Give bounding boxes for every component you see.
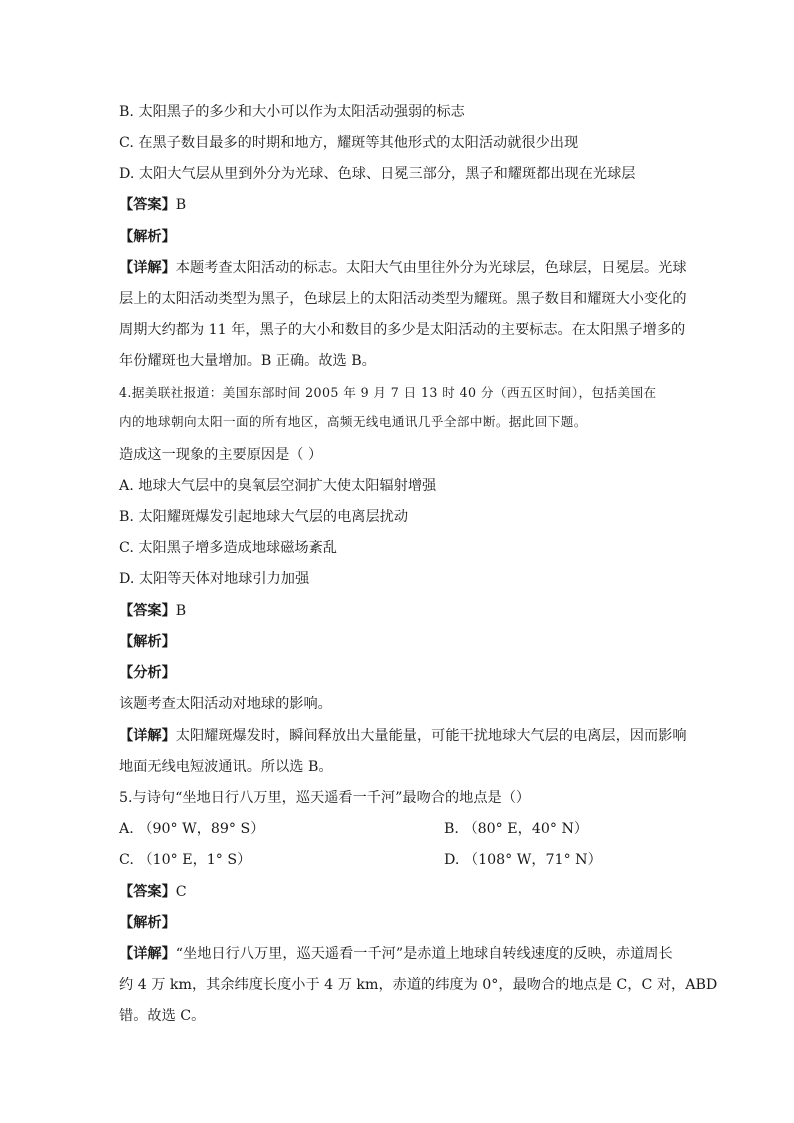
q3-analysis-tag: 【解析】 <box>119 229 176 245</box>
q4-option-b: B. 太阳耀斑爆发引起地球大气层的电离层扰动 <box>119 509 409 525</box>
answer-tag: 【答案】 <box>119 603 176 619</box>
q5-answer <box>119 882 679 902</box>
detail-text: “坐地日行八万里，巡天遥看一千河”是赤道上地球自转线速度的反映，赤道周长 <box>175 946 673 962</box>
q4-option-d: D. 太阳等天体对地球引力加强 <box>119 571 310 587</box>
q4-detail-line-1 <box>119 726 687 746</box>
q5-detail-line-3: 错。故选 C。 <box>119 1008 206 1024</box>
q4-detail-line-2: 地面无线电短波通讯。所以选 B。 <box>119 759 333 775</box>
q5-detail-line-2: 约 4 万 km，其余纬度长度小于 4 万 km，赤道的纬度为 0°，最吻合的地点是 C，C 对，ABD <box>119 977 718 993</box>
q3-option-c: C. 在黑子数目最多的时期和地方，耀斑等其他形式的太阳活动就很少出现 <box>119 135 579 151</box>
q5-option-b: B. （80° E，40° N） <box>444 821 589 837</box>
q4-intro-line-2: 内的地球朝向太阳一面的所有地区，高频无线电通讯几乎全部中断。据此回下题。 <box>119 414 587 429</box>
detail-text: 本题考查太阳活动的标志。太阳大气由里往外分为光球层，色球层，日冕层。光球 <box>175 260 687 276</box>
q5-detail-line-1 <box>119 944 679 964</box>
q4-answer <box>119 601 679 621</box>
answer-value: B <box>175 197 187 213</box>
answer-value: C <box>175 884 187 900</box>
answer-value: B <box>175 603 187 619</box>
q5-options-row-2 <box>119 850 679 870</box>
q4-intro-line-1: 4.据美联社报道：美国东部时间 2005 年 9 月 7 日 13 时 40 分（西五区时间），包括美国在 <box>119 385 657 400</box>
q5-option-d: D. （108° W，71° N） <box>444 852 602 868</box>
detail-tag: 【详解】 <box>119 260 176 276</box>
q3-detail-line-2: 层上的太阳活动类型为黑子，色球层上的太阳活动类型为耀斑。黑子数目和耀斑大小变化的 <box>119 291 687 307</box>
detail-tag: 【详解】 <box>119 728 176 744</box>
q4-analysis-tag: 【解析】 <box>119 634 176 650</box>
q5-options-row-1 <box>119 819 679 839</box>
q3-detail-line-1 <box>119 258 687 278</box>
q4-fenxi-tag: 【分析】 <box>119 665 176 681</box>
q3-option-d: D. 太阳大气层从里到外分为光球、色球、日冕三部分，黑子和耀斑都出现在光球层 <box>119 166 636 182</box>
q4-option-c: C. 太阳黑子增多造成地球磁场紊乱 <box>119 540 337 556</box>
q5-option-a: A. （90° W，89° S） <box>119 821 265 837</box>
q5-analysis-tag: 【解析】 <box>119 915 176 931</box>
q3-detail-line-4: 年份耀斑也大量增加。B 正确。故选 B。 <box>119 353 376 369</box>
q5-option-c: C. （10° E，1° S） <box>119 852 252 868</box>
q3-detail-line-3: 周期大约都为 11 年，黑子的大小和数目的多少是太阳活动的主要标志。在太阳黑子增多的 <box>119 322 686 338</box>
q4-fenxi-text: 该题考查太阳活动对地球的影响。 <box>119 696 332 712</box>
q4-stem: 造成这一现象的主要原因是（ ） <box>119 447 323 463</box>
answer-tag: 【答案】 <box>119 884 176 900</box>
q3-answer <box>119 195 679 215</box>
q3-option-b: B. 太阳黑子的多少和大小可以作为太阳活动强弱的标志 <box>119 104 465 120</box>
detail-text: 太阳耀斑爆发时，瞬间释放出大量能量，可能干扰地球大气层的电离层，因而影响 <box>175 728 687 744</box>
answer-tag: 【答案】 <box>119 197 176 213</box>
q5-stem: 5.与诗句“坐地日行八万里，巡天遥看一千河”最吻合的地点是（） <box>119 790 531 806</box>
q4-option-a: A. 地球大气层中的臭氧层空洞扩大使太阳辐射增强 <box>119 478 437 494</box>
detail-tag: 【详解】 <box>119 946 176 962</box>
